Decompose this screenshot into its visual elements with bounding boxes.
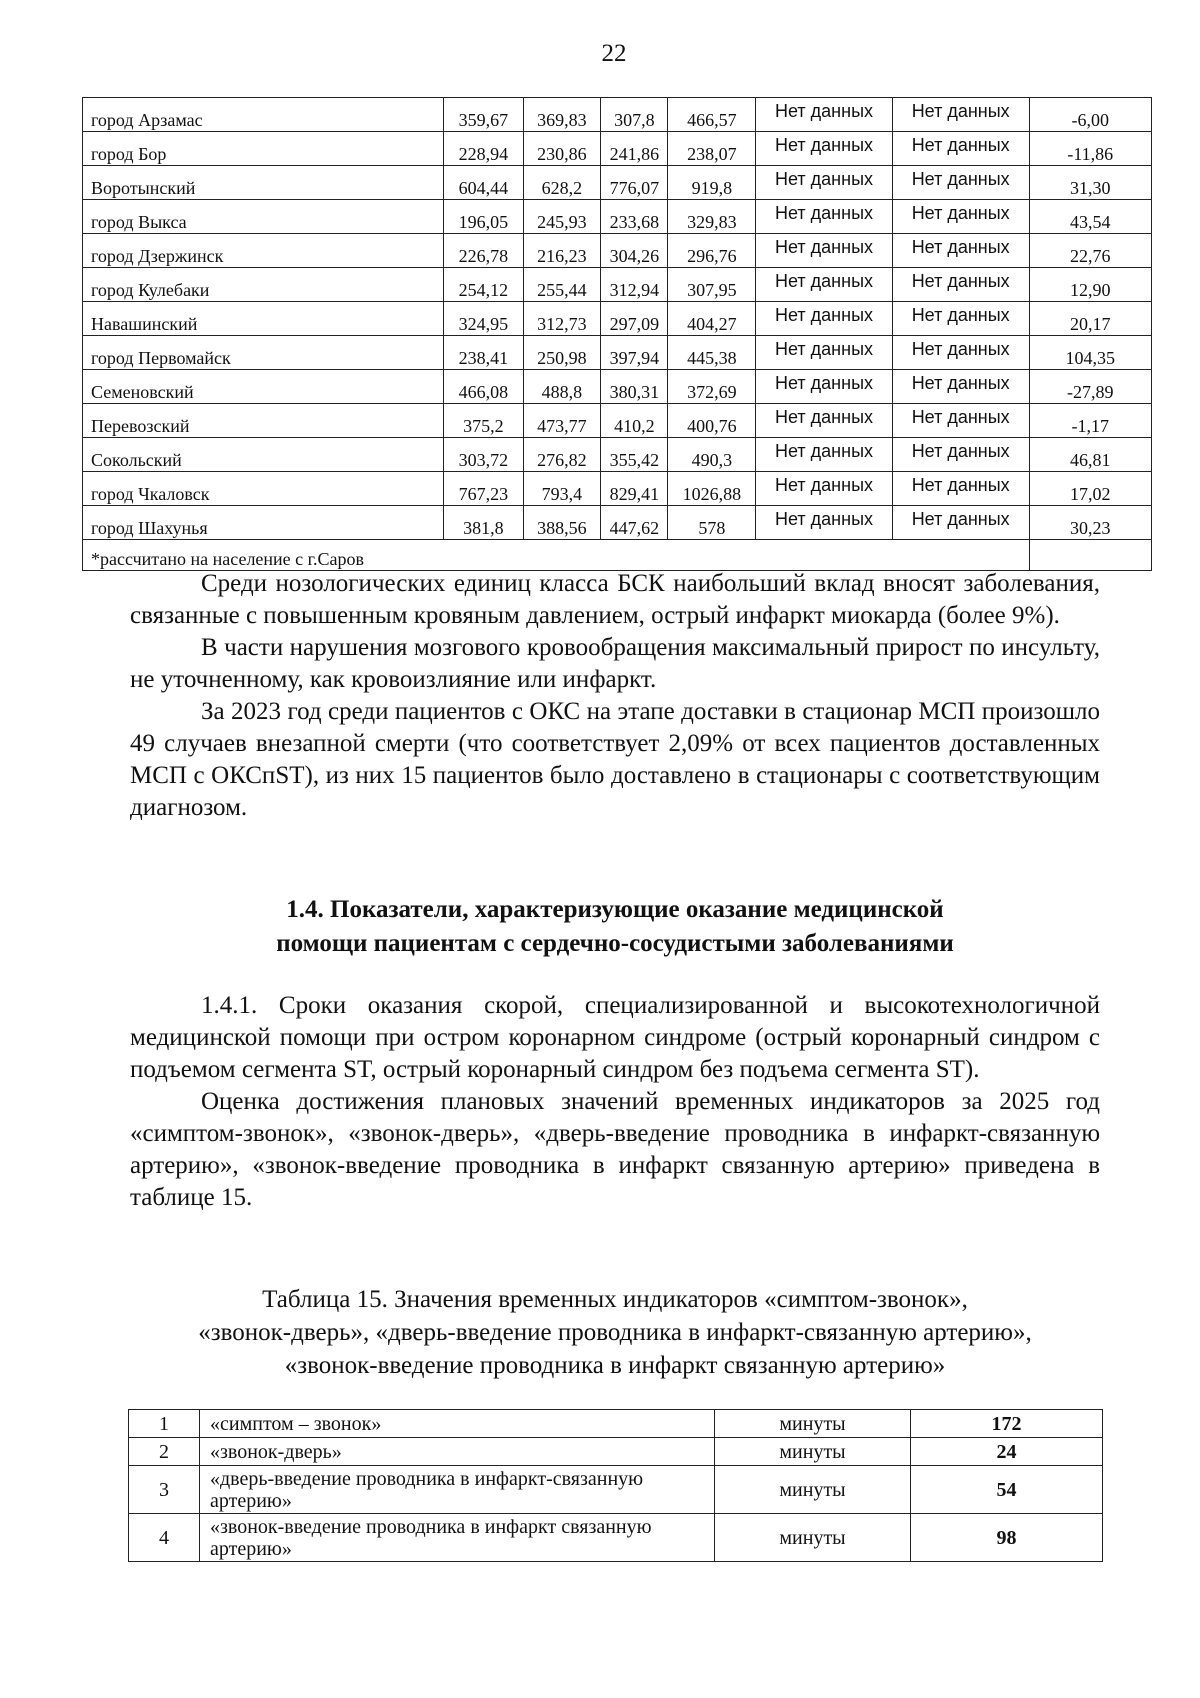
cell-no: 2 [129,1438,200,1466]
cell-name: город Кулебаки [83,268,444,302]
cell-v1: 228,94 [444,132,524,166]
cell-v3: 829,41 [601,472,668,506]
paragraph-subsection-title: 1.4.1. Сроки оказания скорой, специализированной и высокотехнологичной медицинской помощи при остром коронарном синдроме (острый коронарный синдром с подъемом сегмента ST, острый коронарный синдром без подъема сегмента ST). [130,992,1100,1083]
cell-value: 172 [911,1410,1103,1438]
table-row [129,1438,1103,1466]
cell-v1: 254,12 [444,268,524,302]
table-row [83,98,1152,132]
cell-value: 98 [911,1514,1103,1562]
table-row [83,200,1152,234]
cell-nd1: Нет данных [756,472,893,506]
cell-change: 43,54 [1029,200,1151,234]
cell-v3: 307,8 [601,98,668,132]
cell-name: Перевозский [83,404,444,438]
cell-v2: 276,82 [523,438,601,472]
cell-nd2: Нет данных [892,370,1029,404]
cell-nd1: Нет данных [756,370,893,404]
table-row [83,370,1152,404]
table-row [83,438,1152,472]
table15-caption [130,1283,1100,1382]
cell-v3: 776,07 [601,166,668,200]
cell-v1: 324,95 [444,302,524,336]
cell-v4: 445,38 [668,336,756,370]
cell-nd2: Нет данных [892,336,1029,370]
cell-v4: 372,69 [668,370,756,404]
cell-v4: 329,83 [668,200,756,234]
cell-v2: 255,44 [523,268,601,302]
cell-v4: 400,76 [668,404,756,438]
district-rates-table [82,97,1152,571]
cell-name: город Арзамас [83,98,444,132]
cell-nd1: Нет данных [756,506,893,540]
cell-v4: 919,8 [668,166,756,200]
cell-v2: 628,2 [523,166,601,200]
table-row [129,1410,1103,1438]
cell-nd1: Нет данных [756,438,893,472]
table-footnote-row [83,540,1152,571]
cell-no: 4 [129,1514,200,1562]
cell-v2: 793,4 [523,472,601,506]
cell-nd1: Нет данных [756,98,893,132]
cell-v2: 245,93 [523,200,601,234]
table-row [129,1514,1103,1562]
cell-name: город Бор [83,132,444,166]
cell-nd2: Нет данных [892,472,1029,506]
paragraph-indicators: Оценка достижения плановых значений временных индикаторов за 2025 год «симптом-звонок», «звонок-дверь», «дверь-введение проводника в инфаркт-связанную артерию», «звонок-введение проводника в инфаркт связанную артерию» приведена в таблице 15. [130,1088,1100,1211]
cell-v2: 312,73 [523,302,601,336]
paragraph-oks: За 2023 год среди пациентов с ОКС на этапе доставки в стационар МСП произошло 49 случаев внезапной смерти (что соответствует 2,09% от всех пациентов доставленных МСП с ОКСпST), из них 15 пациентов было доставлено в стационары с соответствующим диагнозом. [130,698,1100,821]
cell-v3: 380,31 [601,370,668,404]
cell-v4: 578 [668,506,756,540]
cell-change: 20,17 [1029,302,1151,336]
cell-change: -1,17 [1029,404,1151,438]
table-row [83,268,1152,302]
cell-v3: 304,26 [601,234,668,268]
cell-v1: 359,67 [444,98,524,132]
cell-v1: 381,8 [444,506,524,540]
cell-name: город Шахунья [83,506,444,540]
table-row [83,472,1152,506]
cell-v4: 1026,88 [668,472,756,506]
cell-no: 1 [129,1410,200,1438]
cell-name: город Дзержинск [83,234,444,268]
cell-v2: 250,98 [523,336,601,370]
body-paragraphs [130,568,1100,824]
cell-v1: 767,23 [444,472,524,506]
cell-nd1: Нет данных [756,268,893,302]
cell-nd2: Нет данных [892,268,1029,302]
table-row [83,404,1152,438]
cell-no: 3 [129,1466,200,1514]
subsection-text [130,990,1100,1214]
cell-change: -11,86 [1029,132,1151,166]
cell-v1: 303,72 [444,438,524,472]
cell-nd2: Нет данных [892,234,1029,268]
paragraph-bsk: Среди нозологических единиц класса БСК наибольший вклад вносят заболевания, связанные с повышенным кровяным давлением, острый инфаркт миокарда (более 9%). [130,570,1100,629]
cell-change: 104,35 [1029,336,1151,370]
table-footnote-empty-cell [1029,540,1151,571]
cell-name: город Выкса [83,200,444,234]
table-row [83,234,1152,268]
cell-nd2: Нет данных [892,302,1029,336]
cell-name: Сокольский [83,438,444,472]
cell-v3: 297,09 [601,302,668,336]
cell-v1: 375,2 [444,404,524,438]
cell-nd2: Нет данных [892,438,1029,472]
cell-change: 12,90 [1029,268,1151,302]
cell-value: 54 [911,1466,1103,1514]
cell-indicator: «симптом – звонок» [200,1410,715,1438]
cell-v1: 196,05 [444,200,524,234]
cell-v4: 307,95 [668,268,756,302]
caption-line1: Таблица 15. Значения временных индикаторов «симптом-звонок», [262,1286,968,1313]
table-row [83,302,1152,336]
cell-v2: 216,23 [523,234,601,268]
cell-name: город Чкаловск [83,472,444,506]
table-row [83,336,1152,370]
caption-line2: «звонок-дверь», «дверь-введение проводника в инфаркт-связанную артерию», [198,1319,1032,1346]
cell-v3: 447,62 [601,506,668,540]
cell-change: 17,02 [1029,472,1151,506]
cell-nd1: Нет данных [756,336,893,370]
cell-v4: 490,3 [668,438,756,472]
table-row [83,506,1152,540]
cell-v3: 241,86 [601,132,668,166]
cell-v1: 604,44 [444,166,524,200]
cell-nd2: Нет данных [892,166,1029,200]
cell-v1: 466,08 [444,370,524,404]
caption-line3: «звонок-введение проводника в инфаркт связанную артерию» [284,1352,946,1379]
cell-v4: 296,76 [668,234,756,268]
cell-change: 31,30 [1029,166,1151,200]
section-heading-line1: 1.4. Показатели, характеризующие оказание медицинской [286,896,944,923]
cell-v2: 369,83 [523,98,601,132]
table-footnote: *рассчитано на население с г.Саров [83,540,1030,571]
cell-v2: 388,56 [523,506,601,540]
cell-v3: 312,94 [601,268,668,302]
cell-value: 24 [911,1438,1103,1466]
cell-nd1: Нет данных [756,302,893,336]
cell-v4: 404,27 [668,302,756,336]
cell-nd2: Нет данных [892,506,1029,540]
paragraph-stroke: В части нарушения мозгового кровообращения максимальный прирост по инсульту, не уточненному, как кровоизлияние или инфаркт. [130,634,1100,693]
cell-name: Семеновский [83,370,444,404]
cell-name: Навашинский [83,302,444,336]
cell-nd2: Нет данных [892,132,1029,166]
cell-change: -6,00 [1029,98,1151,132]
cell-nd1: Нет данных [756,132,893,166]
cell-nd1: Нет данных [756,404,893,438]
cell-unit: минуты [715,1410,911,1438]
cell-v2: 473,77 [523,404,601,438]
cell-change: 22,76 [1029,234,1151,268]
cell-v4: 466,57 [668,98,756,132]
section-heading-line2: помощи пациентам с сердечно-сосудистыми заболеваниями [276,930,954,957]
table-row [129,1466,1103,1514]
section-heading [130,893,1100,961]
cell-unit: минуты [715,1466,911,1514]
cell-nd2: Нет данных [892,200,1029,234]
cell-v1: 238,41 [444,336,524,370]
cell-v2: 488,8 [523,370,601,404]
cell-v3: 397,94 [601,336,668,370]
cell-nd1: Нет данных [756,200,893,234]
cell-nd2: Нет данных [892,404,1029,438]
cell-nd2: Нет данных [892,98,1029,132]
cell-change: 46,81 [1029,438,1151,472]
cell-v1: 226,78 [444,234,524,268]
cell-change: 30,23 [1029,506,1151,540]
cell-change: -27,89 [1029,370,1151,404]
cell-v3: 355,42 [601,438,668,472]
cell-v4: 238,07 [668,132,756,166]
table-row [83,132,1152,166]
cell-indicator: «звонок-введение проводника в инфаркт связанную артерию» [200,1514,715,1562]
cell-indicator: «звонок-дверь» [200,1438,715,1466]
time-indicators-table [128,1409,1103,1562]
cell-nd1: Нет данных [756,234,893,268]
cell-name: Воротынский [83,166,444,200]
cell-v2: 230,86 [523,132,601,166]
table-row [83,166,1152,200]
cell-v3: 233,68 [601,200,668,234]
cell-unit: минуты [715,1514,911,1562]
cell-name: город Первомайск [83,336,444,370]
cell-v3: 410,2 [601,404,668,438]
cell-indicator: «дверь-введение проводника в инфаркт-связанную артерию» [200,1466,715,1514]
page-number: 22 [601,40,627,67]
cell-unit: минуты [715,1438,911,1466]
cell-nd1: Нет данных [756,166,893,200]
